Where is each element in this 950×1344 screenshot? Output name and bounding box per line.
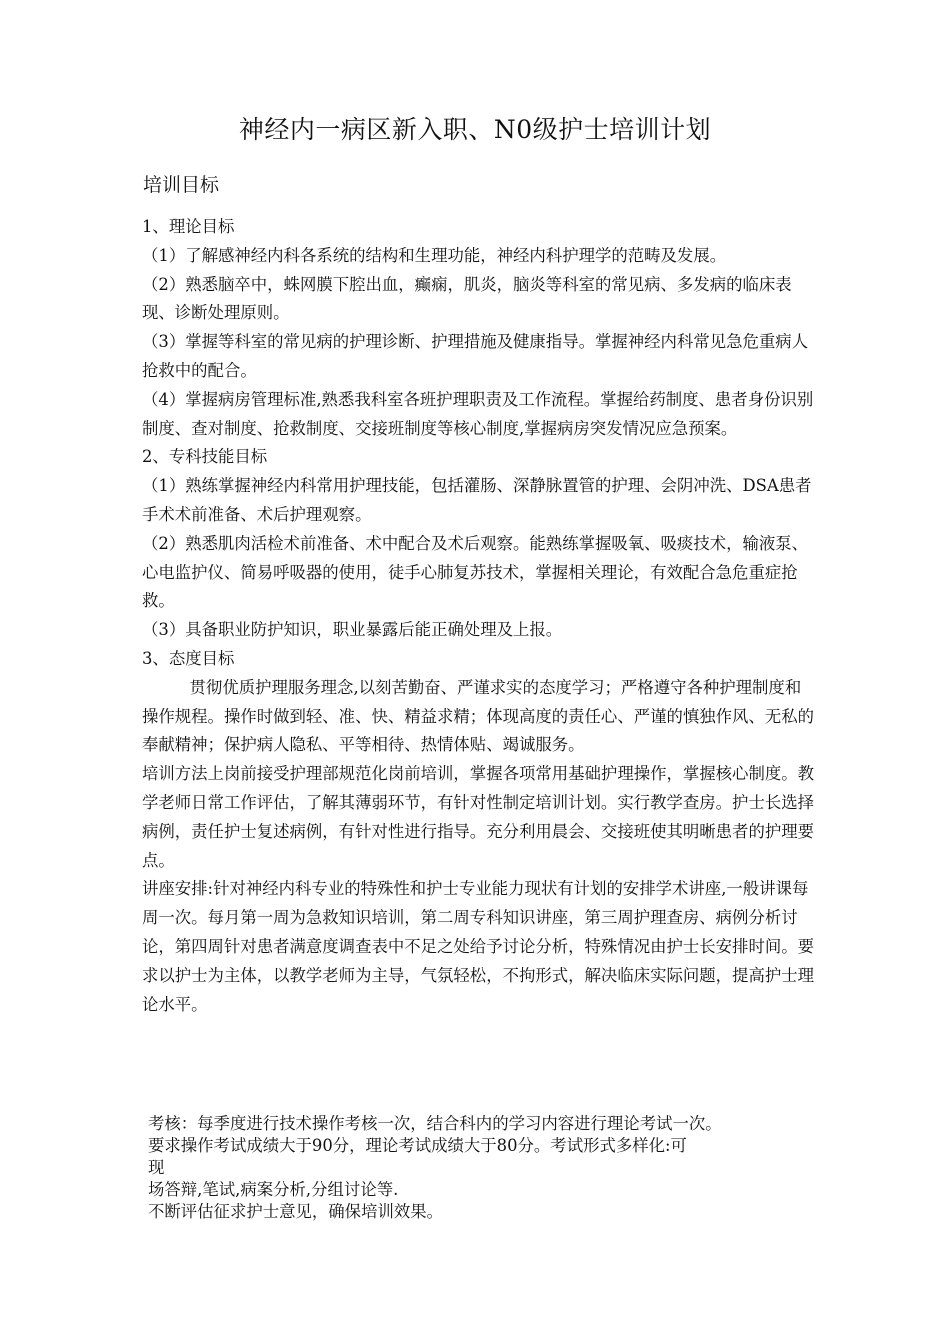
- document-title: 神经内一病区新入职、N0级护士培训计划: [238, 115, 712, 144]
- document-body: [142, 213, 814, 1019]
- skills-item-3: （3）具备职业防护知识，职业暴露后能正确处理及上报。: [142, 620, 563, 640]
- theory-item-4: （4）掌握病房管理标准,熟悉我科室各班护理职责及工作流程。掌握给药制度、患者身份识别制度、查对制度、抢救制度、交接班制度等核心制度,掌握病房突发情况应急预案。: [142, 389, 814, 438]
- attitude-paragraph: 贯彻优质护理服务理念,以刻苦勤奋、严谨求实的态度学习；严格遵守各种护理制度和操作规程。操作时做到轻、准、快、精益求精；体现高度的责任心、严谨的慎独作风、无私的奉献精神；保护病人隐私、平等相待、热情体贴、竭诚服务。: [142, 677, 815, 755]
- theory-item-1: （1）了解感神经内科各系统的结构和生理功能，神经内科护理学的范畴及发展。: [142, 245, 727, 265]
- section-heading-theory: 1、理论目标: [142, 217, 235, 236]
- assessment-line: 场答辩,笔试,病案分析,分组讨论等.: [148, 1180, 399, 1199]
- assessment-line: 考核：每季度进行技术操作考核一次，结合科内的学习内容进行理论考试一次。: [148, 1114, 722, 1133]
- assessment-line: 不断评估征求护士意见，确保培训效果。: [148, 1202, 444, 1221]
- training-method-paragraph: 培训方法上岗前接受护理部规范化岗前培训，掌握各项常用基础护理操作，掌握核心制度。教学老师日常工作评估，了解其薄弱环节，有针对性制定培训计划。实行教学查房。护士长选择病例，责任护士复述病例，有针对性进行指导。充分利用晨会、交接班使其明晰患者的护理要点。: [142, 764, 815, 870]
- skills-item-2: （2）熟悉肌肉活检术前准备、术中配合及术后观察。能熟练掌握吸氧、吸痰技术，输液泵、心电监护仪、简易呼吸器的使用，徒手心肺复苏技术，掌握相关理论，有效配合急危重症抢救。: [142, 533, 809, 611]
- assessment-line: 现: [148, 1158, 165, 1177]
- theory-item-3: （3）掌握等科室的常见病的护理诊断、护理措施及健康指导。掌握神经内科常见急危重病人抢救中的配合。: [142, 332, 809, 380]
- theory-item-2: （2）熟悉脑卒中，蛛网膜下腔出血，癫痫，肌炎，脑炎等科室的常见病、多发病的临床表现、诊断处理原则。: [142, 274, 792, 323]
- section-heading-attitude: 3、态度目标: [142, 648, 235, 668]
- skills-item-1: （1）熟练掌握神经内科常用护理技能，包括灌肠、深静脉置管的护理、会阴冲洗、DSA患者手术术前准备、术后护理观察。: [142, 476, 812, 524]
- lecture-arrangement-paragraph: 讲座安排:针对神经内科专业的特殊性和护士专业能力现状有计划的安排学术讲座,一般讲课每周一次。每月第一周为急救知识培训，第二周专科知识讲座，第三周护理查房、病例分析讨论，第四周针对患者满意度调查表中不足之处给予讨论分析，特殊情况由护士长安排时间。要求以护士为主体，以教学老师为主导，气氛轻松，不拘形式，解决临床实际问题，提高护士理论水平。: [142, 879, 815, 1014]
- training-goals-heading: 培训目标: [143, 174, 220, 196]
- assessment-block: [148, 1113, 828, 1223]
- section-heading-skills: 2、专科技能目标: [142, 447, 268, 467]
- assessment-line: 要求操作考试成绩大于90分，理论考试成绩大于80分。考试形式多样化:可: [148, 1136, 687, 1155]
